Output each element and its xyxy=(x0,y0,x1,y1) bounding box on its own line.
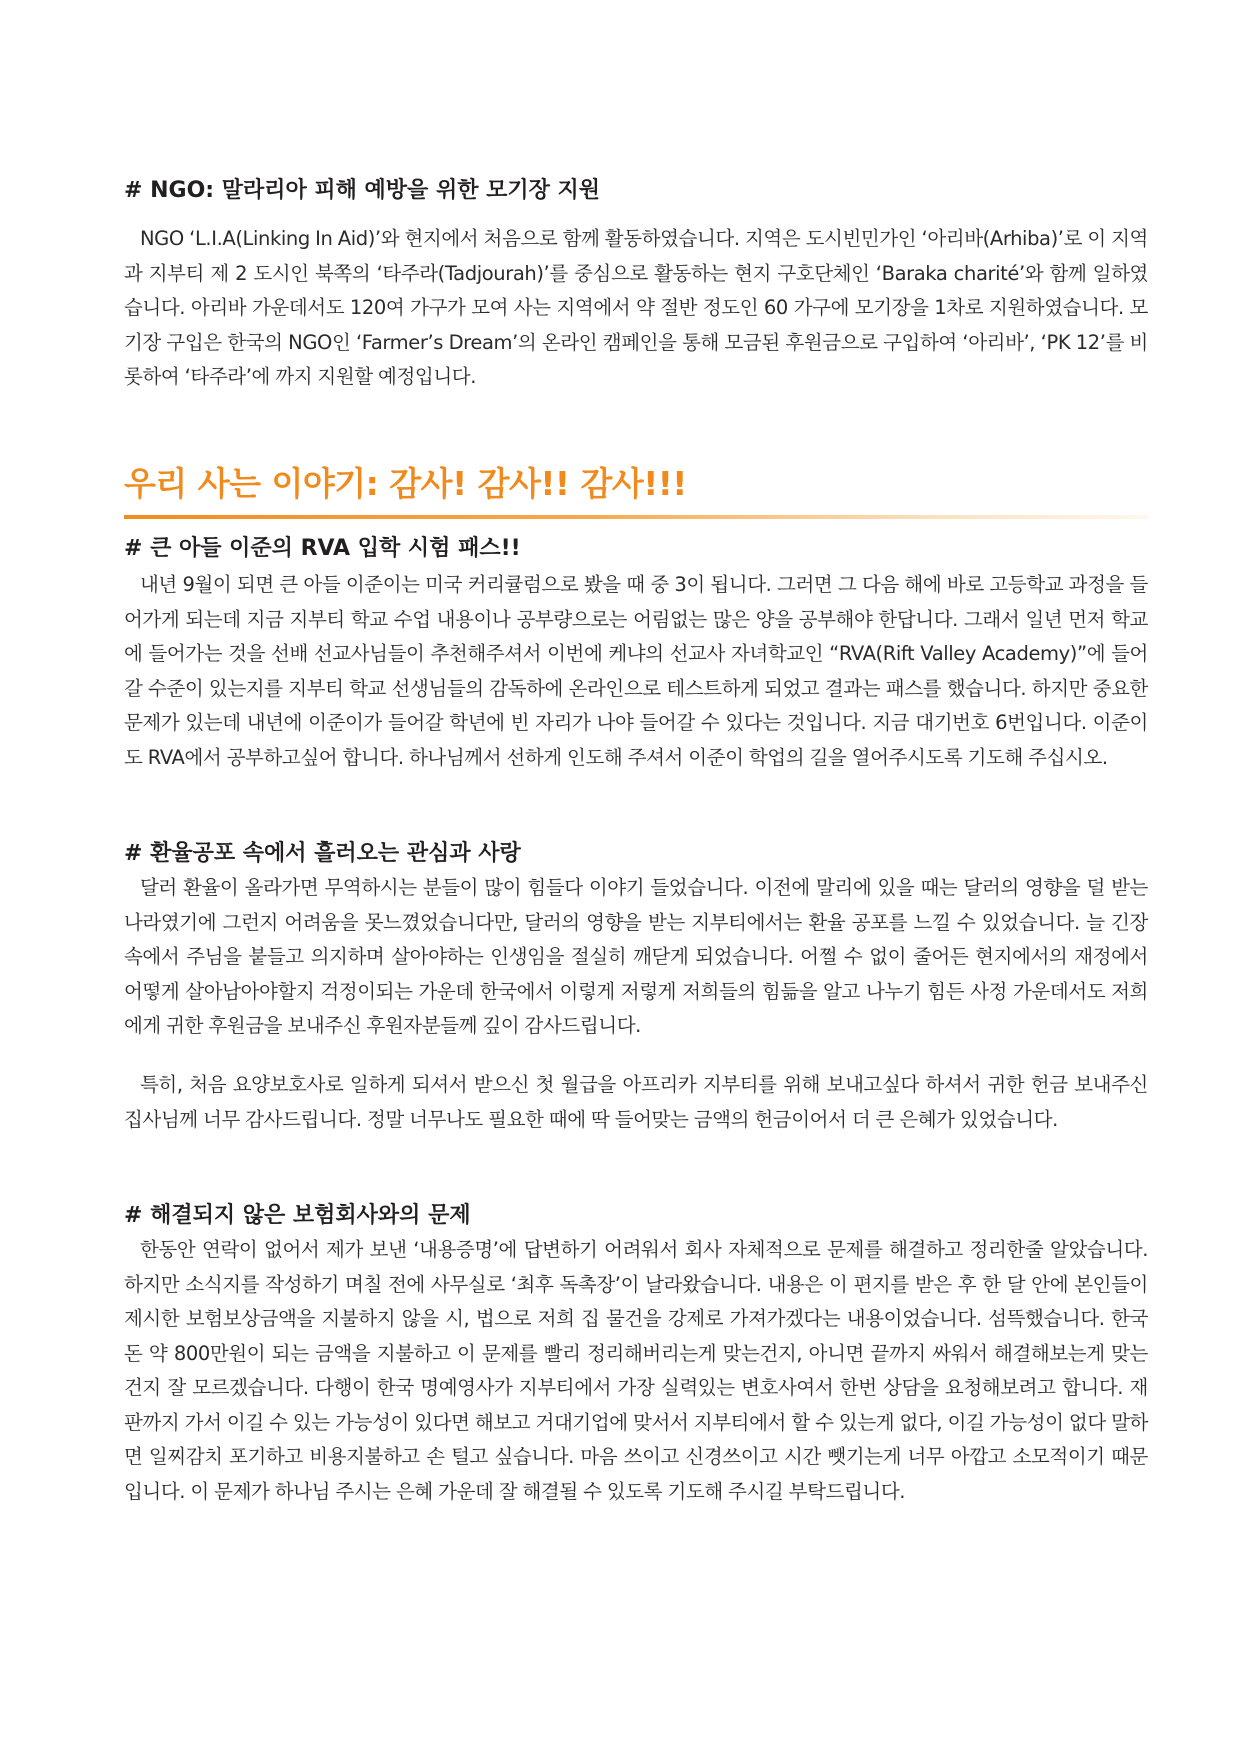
ngo-section-heading: # NGO: 말라리아 피해 예방을 위한 모기장 지원 xyxy=(124,178,601,203)
exchange-section-heading: # 환율공포 속에서 흘러오는 관심과 사랑 xyxy=(124,841,521,866)
exchange-thanks-paragraph: 특히, 처음 요양보호사로 일하게 되셔서 받으신 첫 월급을 아프리카 지부티를 위해 보내고싶다 하셔서 귀한 헌금 보내주신 집사님께 너무 감사드립니다. 정말 너무나도 필요한 때에 딱 들어맞는 금액의 헌금이어서 더 큰 은혜가 있었습니다. xyxy=(124,1073,1148,1131)
story-section-title: 우리 사는 이야기: 감사! 감사!! 감사!!! xyxy=(124,464,687,503)
insurance-section-paragraph: 한동안 연락이 없어서 제가 보낸 ‘내용증명’에 답변하기 어려워서 회사 자체적으로 문제를 해결하고 정리한줄 알았습니다. 하지만 소식지를 작성하기 며칠 전에 사무실로 ‘최후 독촉장’이 날라왔습니다. 내용은 이 편지를 받은 후 한 달 안에 본인들이 제시한 보험보상금액을 지불하지 않을 시, 법으로 저희 집 물건을 강제로 가져가겠다는 내용이었습니다. 섬뜩했습니다. 한국돈 약 800만원이 되는 금액을 지불하고 이 문제를 빨리 정리해버리는게 맞는건지, 아니면 끝까지 싸워서 해결해보는게 맞는건지 잘 모르겠습니다. 다행이 한국 명예영사가 지부티에서 가장 실력있는 변호사여서 한번 상담을 요청해보려고 합니다. 재판까지 가서 이길 수 있는 가능성이 있다면 해보고 거대기업에 맞서서 지부티에서 할 수 있는게 없다, 이길 가능성이 없다 말하면 일찌감치 포기하고 비용지불하고 손 털고 싶습니다. 마음 쓰이고 신경쓰이고 시간 뺏기는게 너무 아깝고 소모적이기 때문입니다. 이 문제가 하나님 주시는 은혜 가운데 잘 해결될 수 있도록 기도해 주시길 부탁드립니다. xyxy=(124,1238,1148,1503)
rva-section-heading: # 큰 아들 이준의 RVA 입학 시험 패스!! xyxy=(124,536,521,561)
section-title-divider xyxy=(124,515,1148,519)
insurance-section-heading: # 해결되지 않은 보험회사와의 문제 xyxy=(124,1203,471,1228)
rva-section-paragraph: 내년 9월이 되면 큰 아들 이준이는 미국 커리큘럼으로 봤을 때 중 3이 됩니다. 그러면 그 다음 해에 바로 고등학교 과정을 들어가게 되는데 지금 지부티 학교 수업 내용이나 공부량으로는 어림없는 많은 양을 공부해야 한답니다. 그래서 일년 먼저 학교에 들어가는 것을 선배 선교사님들이 추천해주셔서 이번에 케냐의 선교사 자녀학교인 “RVA(Rift Valley Academy)”에 들어갈 수준이 있는지를 지부티 학교 선생님들의 감독하에 온라인으로 테스트하게 되었고 결과는 패스를 했습니다. 하지만 중요한 문제가 있는데 내년에 이준이가 들어갈 학년에 빈 자리가 나야 들어갈 수 있다는 것입니다. 지금 대기번호 6번입니다. 이준이도 RVA에서 공부하고싶어 합니다. 하나님께서 선하게 인도해 주셔서 이준이 학업의 길을 열어주시도록 기도해 주십시오. xyxy=(124,573,1148,769)
ngo-section-paragraph: NGO ‘L.I.A(Linking In Aid)’와 현지에서 처음으로 함께 활동하였습니다. 지역은 도시빈민가인 ‘아리바(Arhiba)’로 이 지역과 지부티 제 2 도시인 북쪽의 ‘타주라(Tadjourah)’를 중심으로 활동하는 현지 구호단체인 ‘Baraka charité’와 함께 일하였습니다. 아리바 가운데서도 120여 가구가 모여 사는 지역에서 약 절반 정도인 60 가구에 모기장을 1차로 지원하였습니다. 모기장 구입은 한국의 NGO인 ‘Farmer’s Dream’의 온라인 캠페인을 통해 모금된 후원금으로 구입하여 ‘아리바’, ‘PK 12’를 비롯하여 ‘타주라’에 까지 지원할 예정입니다. xyxy=(124,227,1148,388)
exchange-section-paragraph: 달러 환율이 올라가면 무역하시는 분들이 많이 힘들다 이야기 들었습니다. 이전에 말리에 있을 때는 달러의 영향을 덜 받는 나라였기에 그런지 어려움을 못느꼈었습니다만, 달러의 영향을 받는 지부티에서는 환율 공포를 느낄 수 있었습니다. 늘 긴장속에서 주님을 붙들고 의지하며 살아야하는 인생임을 절실히 깨닫게 되었습니다. 어쩔 수 없이 줄어든 현지에서의 재정에서 어떻게 살아남아야할지 걱정이되는 가운데 한국에서 이렇게 저렇게 저희들의 힘듦을 알고 나누기 힘든 사정 가운데서도 저희에게 귀한 후원금을 보내주신 후원자분들께 깊이 감사드립니다. xyxy=(124,876,1148,1037)
